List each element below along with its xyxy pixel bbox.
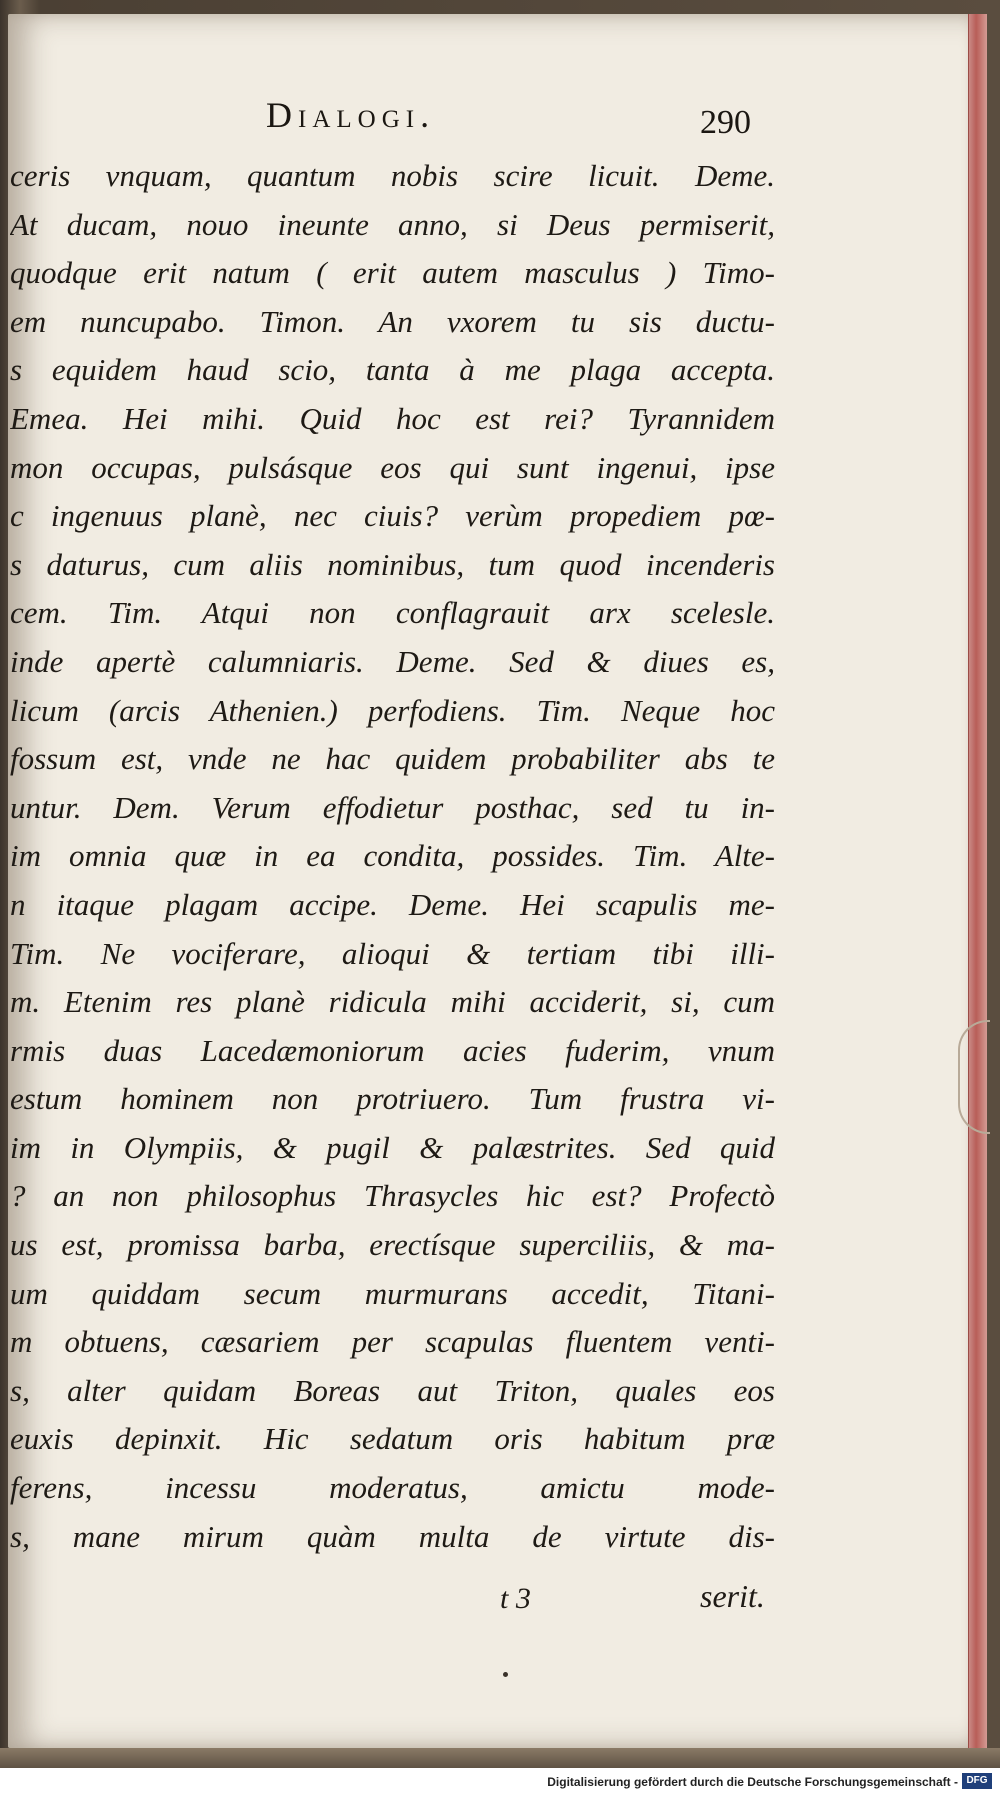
binding-strip [0,1748,1000,1768]
text-line: em nuncupabo. Timon. An vxorem tu sis ductu- [10,303,775,339]
text-line: ? an non philosophus Thrasycles hic est? Profectò [10,1178,775,1214]
text-line: mon occupas, pulsásque eos qui sunt ingenui, ipse [10,449,775,485]
text-line: cem. Tim. Atqui non conflagrauit arx scelesle. [10,595,775,631]
text-line: ceris vnquam, quantum nobis scire licuit. Deme. [10,158,775,193]
page-clip-mark [958,1020,990,1134]
text-line: estum hominem non protriuero. Tum frustra vi- [10,1081,775,1117]
running-head: Dialogi. [266,95,436,135]
text-line: s, alter quidam Boreas aut Triton, quales eos [10,1372,775,1408]
text-line: Tim. Ne vociferare, alioqui & tertiam tibi illi- [10,935,775,971]
ink-dot [503,1672,508,1677]
text-line: im omnia quæ in ea condita, possides. Tim. Alte- [10,838,775,874]
text-line: c ingenuus planè, nec ciuis? verùm propediem pœ- [10,498,775,534]
catchword: serit. [700,1578,765,1614]
text-line: inde apertè calumniaris. Deme. Sed & diues es, [10,643,775,679]
footer-bar [0,1768,1000,1795]
text-line: fossum est, vnde ne hac quidem probabiliter abs te [10,741,775,777]
funding-credit: Digitalisierung gefördert durch die Deutsche Forschungsgemeinschaft - [547,1775,958,1789]
text-line: us est, promissa barba, erectísque superciliis, & ma- [10,1227,775,1263]
text-line: s equidem haud scio, tanta à me plaga accepta. [10,352,775,388]
text-line: rmis duas Lacedæmoniorum acies fuderim, vnum [10,1032,775,1068]
text-line: im in Olympiis, & pugil & palæstrites. Sed quid [10,1129,775,1165]
text-line: ferens, incessu moderatus, amictu mode- [10,1470,775,1506]
text-line: At ducam, nouo ineunte anno, si Deus permiserit, [10,206,775,242]
text-line: s, mane mirum quàm multa de virtute dis- [10,1518,775,1554]
body-text [10,152,775,1561]
signature-mark: t 3 [500,1582,531,1615]
text-line: euxis depinxit. Hic sedatum oris habitum præ [10,1421,775,1457]
text-line: s daturus, cum aliis nominibus, tum quod incenderis [10,546,775,582]
page-edge [968,14,987,1748]
text-line: n itaque plagam accipe. Deme. Hei scapulis me- [10,886,775,922]
text-line: um quiddam secum murmurans accedit, Titani- [10,1275,775,1311]
text-line: untur. Dem. Verum effodietur posthac, sed tu in- [10,789,775,825]
dfg-logo: DFG [962,1773,992,1789]
text-line: licum (arcis Athenien.) perfodiens. Tim. Neque hoc [10,692,775,728]
text-line: Emea. Hei mihi. Quid hoc est rei? Tyrannidem [10,400,775,436]
page-number: 290 [700,104,751,141]
text-line: m obtuens, cæsariem per scapulas fluentem venti- [10,1324,775,1360]
text-line: quodque erit natum ( erit autem masculus ) Timo- [10,255,775,291]
text-line: m. Etenim res planè ridicula mihi acciderit, si, cum [10,984,775,1020]
